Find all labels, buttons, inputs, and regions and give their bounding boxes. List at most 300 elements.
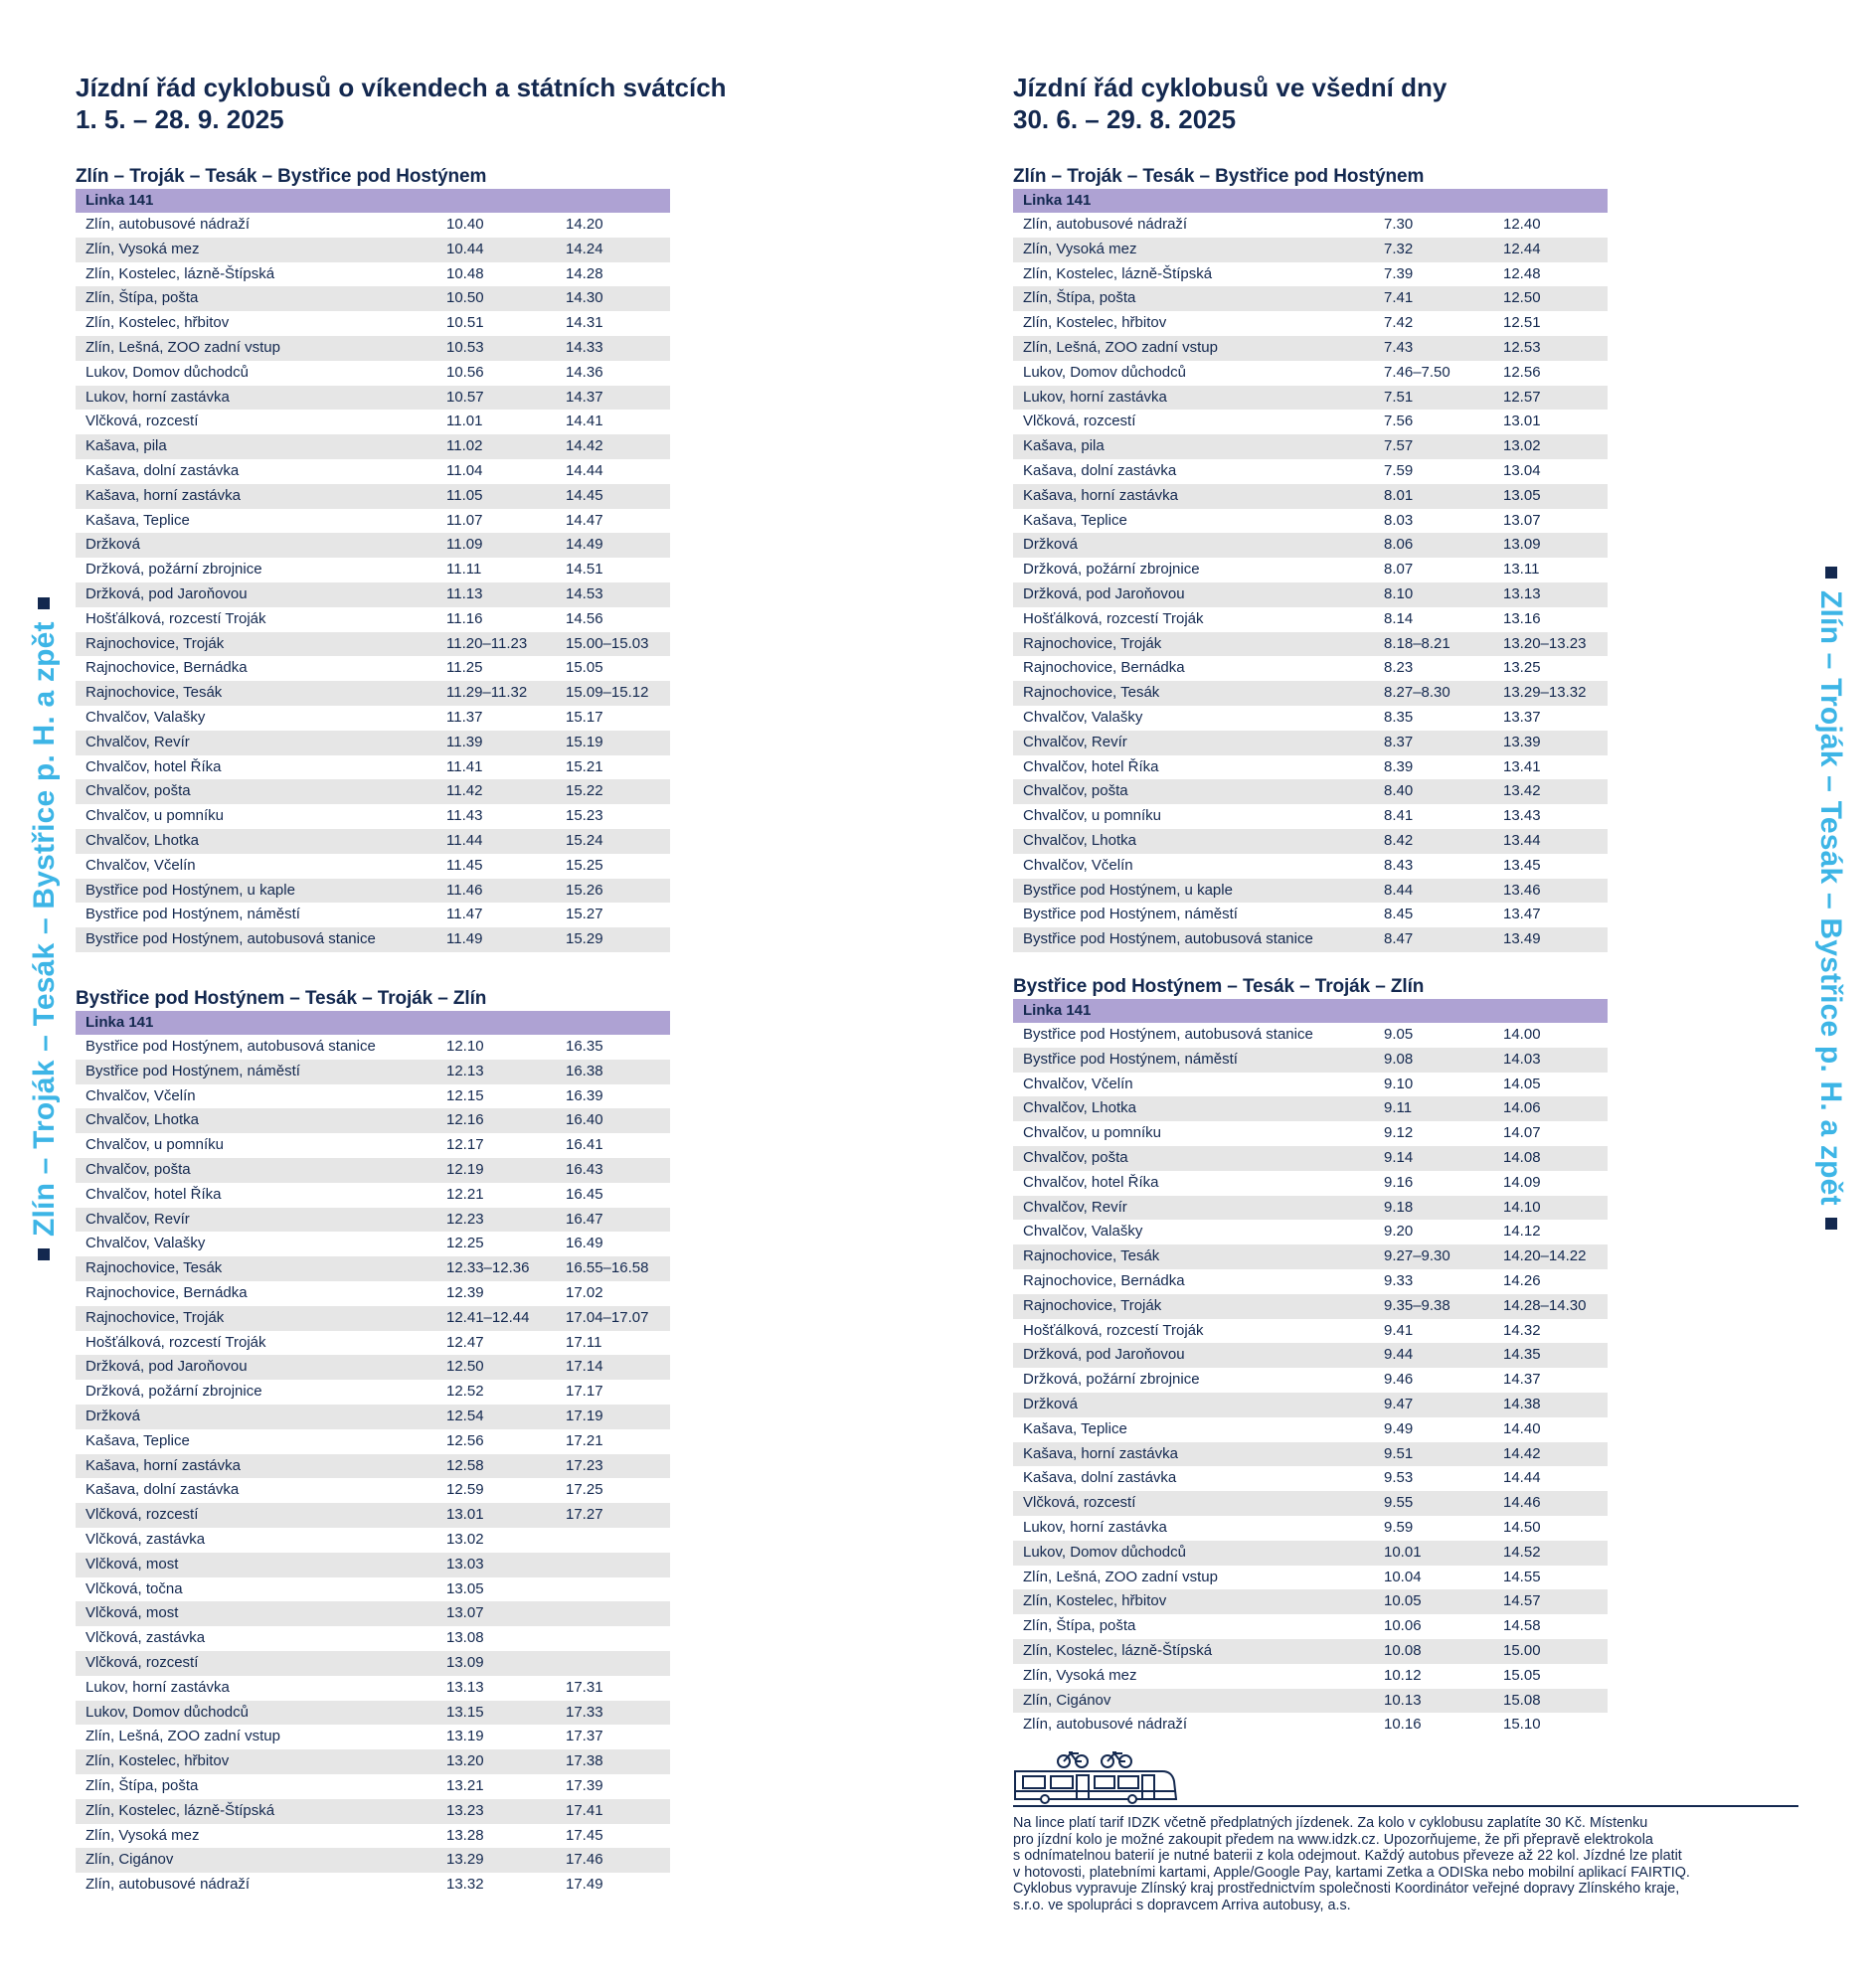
departure-time: 9.16: [1384, 1173, 1414, 1191]
table-row: [1013, 731, 1608, 755]
departure-time: 12.56: [446, 1431, 484, 1449]
stop-name: Vlčková, zastávka: [85, 1629, 206, 1647]
stop-name: Chvalčov, Lhotka: [85, 831, 199, 849]
side-route-label-left: [28, 585, 62, 1272]
stop-name: Kašava, dolní zastávka: [1023, 461, 1177, 479]
table-row: [1013, 582, 1608, 607]
departure-time: 7.30: [1384, 216, 1414, 233]
departure-time: 12.50: [446, 1358, 484, 1376]
departure-time: 14.51: [566, 561, 603, 579]
table-row: [1013, 1639, 1608, 1664]
stop-name: Zlín, Vysoká mez: [85, 240, 200, 257]
table-row: [76, 656, 670, 681]
departure-time: 10.12: [1384, 1666, 1422, 1684]
info-line: s.r.o. ve spolupráci s dopravcem Arriva autobusy, a.s.: [1013, 1897, 1351, 1913]
departure-time: 7.51: [1384, 388, 1414, 406]
departure-time: 8.10: [1384, 584, 1414, 602]
table-row: [76, 1405, 670, 1429]
departure-time: 14.46: [1503, 1494, 1541, 1512]
departure-time: 13.37: [1503, 708, 1541, 726]
stop-name: Lukov, Domov důchodců: [1023, 1543, 1186, 1561]
table-row: [76, 286, 670, 311]
table-row: [76, 311, 670, 336]
departure-time: 13.01: [1503, 413, 1541, 430]
stop-name: Vlčková, zastávka: [85, 1530, 206, 1548]
stop-name: Chvalčov, pošta: [1023, 1148, 1128, 1166]
stop-name: Držková: [85, 536, 141, 554]
departure-time: 14.52: [1503, 1543, 1541, 1561]
table-row: [1013, 1319, 1608, 1344]
departure-time: 17.21: [566, 1431, 603, 1449]
weekend-title-dates: 1. 5. – 28. 9. 2025: [76, 104, 284, 134]
departure-time: 14.58: [1503, 1617, 1541, 1635]
departure-time: 10.01: [1384, 1543, 1422, 1561]
departure-time: 9.12: [1384, 1124, 1414, 1142]
stop-name: Chvalčov, u pomníku: [1023, 1124, 1161, 1142]
stop-name: Rajnochovice, Troják: [85, 1308, 225, 1326]
departure-time: 17.04–17.07: [566, 1308, 649, 1326]
stop-name: Držková: [1023, 1395, 1079, 1412]
departure-time: 12.10: [446, 1038, 484, 1055]
stop-name: Kašava, horní zastávka: [85, 486, 241, 504]
table-row: [76, 1799, 670, 1824]
table-row: [76, 829, 670, 854]
departure-time: 9.46: [1384, 1371, 1414, 1389]
table-row: [76, 1577, 670, 1602]
departure-time: 12.50: [1503, 289, 1541, 307]
weekend-return-section: [76, 987, 670, 1898]
table-row: [76, 238, 670, 262]
table-row: [76, 1208, 670, 1233]
table-row: [1013, 1096, 1608, 1121]
table-row: [1013, 1491, 1608, 1516]
departure-time: 11.41: [446, 757, 483, 775]
departure-time: 14.44: [1503, 1469, 1541, 1487]
table-row: [1013, 1393, 1608, 1417]
stop-name: Zlín, Vysoká mez: [85, 1826, 200, 1844]
departure-time: 14.20: [566, 216, 603, 233]
departure-time: 14.40: [1503, 1419, 1541, 1437]
stop-name: Chvalčov, Lhotka: [85, 1111, 199, 1129]
departure-time: 13.15: [446, 1703, 484, 1721]
departure-time: 12.51: [1503, 314, 1541, 332]
weekday-title-dates: 30. 6. – 29. 8. 2025: [1013, 104, 1237, 134]
stop-name: Zlín, autobusové nádraží: [1023, 216, 1188, 233]
departure-time: 9.05: [1384, 1026, 1414, 1043]
stop-name: Bystřice pod Hostýnem, autobusová stanice: [85, 930, 376, 948]
side-route-text: Zlín – Troják – Tesák – Bystřice p. H. a zpět: [1814, 590, 1847, 1206]
departure-time: 14.31: [566, 314, 603, 332]
departure-time: 10.06: [1384, 1617, 1422, 1635]
departure-time: 8.47: [1384, 930, 1414, 948]
table-row: [76, 533, 670, 558]
table-row: [76, 262, 670, 287]
departure-time: 10.05: [1384, 1592, 1422, 1610]
timetable-rows: [76, 213, 670, 952]
stop-name: Zlín, Cigánov: [85, 1851, 174, 1869]
table-row: [1013, 1713, 1608, 1738]
stop-name: Vlčková, rozcestí: [85, 1506, 199, 1524]
departure-time: 12.17: [446, 1136, 484, 1154]
table-row: [76, 1133, 670, 1158]
departure-time: 13.13: [1503, 584, 1541, 602]
table-row: [76, 434, 670, 459]
table-row: [1013, 1689, 1608, 1714]
departure-time: 11.02: [446, 437, 483, 455]
stop-name: Chvalčov, Valašky: [85, 708, 206, 726]
table-row: [1013, 879, 1608, 904]
info-line: Cyklobus vypravuje Zlínský kraj prostřednictvím společnosti Koordinátor veřejné dopravy Zlínského kraje,: [1013, 1881, 1680, 1898]
table-row: [1013, 1589, 1608, 1614]
table-row: [76, 1232, 670, 1256]
departure-time: 13.32: [446, 1876, 484, 1894]
table-row: [1013, 1220, 1608, 1244]
departure-time: 10.48: [446, 264, 484, 282]
stop-name: Rajnochovice, Tesák: [85, 684, 223, 702]
table-row: [1013, 1196, 1608, 1221]
stop-name: Lukov, Domov důchodců: [85, 363, 249, 381]
departure-time: 13.20: [446, 1752, 484, 1770]
weekday-title: [1013, 72, 1447, 135]
departure-time: 14.49: [566, 536, 603, 554]
weekend-return-route-title: Bystřice pod Hostýnem – Tesák – Troják – Zlín: [76, 988, 487, 1009]
stop-name: Vlčková, rozcestí: [1023, 413, 1136, 430]
departure-time: 14.45: [566, 486, 603, 504]
stop-name: Chvalčov, u pomníku: [85, 807, 224, 825]
departure-time: 7.39: [1384, 264, 1414, 282]
table-row: [76, 804, 670, 829]
departure-time: 13.03: [446, 1555, 484, 1573]
table-row: [76, 1183, 670, 1208]
stop-name: Vlčková, rozcestí: [85, 1653, 199, 1671]
departure-time: 11.46: [446, 881, 483, 899]
stop-name: Zlín, Kostelec, hřbitov: [85, 1752, 230, 1770]
departure-time: 16.55–16.58: [566, 1259, 649, 1277]
table-row: [1013, 1171, 1608, 1196]
bus-with-bikes-icon: [1013, 1749, 1182, 1810]
stop-name: Chvalčov, Včelín: [1023, 856, 1133, 874]
departure-time: 17.27: [566, 1506, 603, 1524]
table-row: [76, 361, 670, 386]
departure-time: 11.47: [446, 906, 483, 923]
departure-time: 8.07: [1384, 561, 1414, 579]
table-row: [76, 731, 670, 755]
table-row: [1013, 1048, 1608, 1073]
stop-name: Hošťálková, rozcestí Troják: [85, 609, 266, 627]
stop-name: Rajnochovice, Tesák: [85, 1259, 223, 1277]
departure-time: 12.57: [1503, 388, 1541, 406]
departure-time: 14.37: [566, 388, 603, 406]
stop-name: Zlín, Štípa, pošta: [85, 1776, 199, 1794]
stop-name: Lukov, horní zastávka: [85, 1678, 230, 1696]
table-row: [1013, 927, 1608, 952]
departure-time: 15.09–15.12: [566, 684, 649, 702]
stop-name: Vlčková, rozcestí: [85, 413, 199, 430]
departure-time: 7.59: [1384, 461, 1414, 479]
table-row: [1013, 1566, 1608, 1590]
table-row: [76, 1873, 670, 1898]
timetable-rows: [76, 1035, 670, 1898]
stop-name: Chvalčov, Revír: [1023, 733, 1127, 750]
departure-time: 10.04: [1384, 1568, 1422, 1585]
departure-time: 8.42: [1384, 831, 1414, 849]
departure-time: 13.02: [1503, 437, 1541, 455]
departure-time: 8.18–8.21: [1384, 634, 1450, 652]
table-row: [1013, 706, 1608, 731]
table-row: [1013, 1541, 1608, 1566]
table-row: [1013, 336, 1608, 361]
departure-time: 13.44: [1503, 831, 1541, 849]
departure-time: 14.06: [1503, 1099, 1541, 1117]
departure-time: 14.05: [1503, 1075, 1541, 1092]
table-row: [1013, 1121, 1608, 1146]
table-row: [1013, 607, 1608, 632]
departure-time: 12.19: [446, 1160, 484, 1178]
table-row: [1013, 286, 1608, 311]
departure-time: 9.53: [1384, 1469, 1414, 1487]
stop-name: Lukov, Domov důchodců: [85, 1703, 249, 1721]
departure-time: 10.53: [446, 338, 484, 356]
departure-time: 14.08: [1503, 1148, 1541, 1166]
table-row: [1013, 361, 1608, 386]
departure-time: 14.12: [1503, 1223, 1541, 1241]
departure-time: 11.07: [446, 511, 483, 529]
departure-time: 9.08: [1384, 1050, 1414, 1068]
table-row: [76, 1725, 670, 1749]
stop-name: Bystřice pod Hostýnem, autobusová stanice: [1023, 1026, 1313, 1043]
departure-time: 10.44: [446, 240, 484, 257]
departure-time: 14.53: [566, 584, 603, 602]
departure-time: 12.53: [1503, 338, 1541, 356]
weekend-title-line1: Jízdní řád cyklobusů o víkendech a státních svátcích: [76, 73, 727, 102]
departure-time: 7.56: [1384, 413, 1414, 430]
table-row: [1013, 509, 1608, 534]
departure-time: 8.43: [1384, 856, 1414, 874]
departure-time: 17.38: [566, 1752, 603, 1770]
departure-time: 14.00: [1503, 1026, 1541, 1043]
departure-time: 11.04: [446, 461, 483, 479]
departure-time: 13.41: [1503, 757, 1541, 775]
stop-name: Vlčková, točna: [85, 1579, 183, 1597]
table-row: [1013, 238, 1608, 262]
departure-time: 14.35: [1503, 1346, 1541, 1364]
departure-time: 14.57: [1503, 1592, 1541, 1610]
departure-time: 7.43: [1384, 338, 1414, 356]
departure-time: 9.10: [1384, 1075, 1414, 1092]
departure-time: 13.43: [1503, 807, 1541, 825]
departure-time: 10.51: [446, 314, 484, 332]
departure-time: 17.25: [566, 1481, 603, 1499]
side-route-label-right: [1813, 555, 1847, 1242]
departure-time: 9.47: [1384, 1395, 1414, 1412]
departure-time: 11.16: [446, 609, 483, 627]
line-number-header: Linka 141: [1013, 999, 1608, 1023]
departure-time: 16.39: [566, 1086, 603, 1104]
stop-name: Kašava, horní zastávka: [1023, 486, 1178, 504]
table-row: [1013, 681, 1608, 706]
departure-time: 8.23: [1384, 659, 1414, 677]
departure-time: 12.15: [446, 1086, 484, 1104]
stop-name: Zlín, Kostelec, lázně-Štípská: [1023, 1641, 1213, 1659]
table-row: [76, 706, 670, 731]
departure-time: 9.35–9.38: [1384, 1296, 1450, 1314]
stop-name: Chvalčov, pošta: [85, 782, 191, 800]
departure-time: 15.19: [566, 733, 603, 750]
stop-name: Rajnochovice, Troják: [85, 634, 225, 652]
departure-time: 13.45: [1503, 856, 1541, 874]
departure-time: 13.23: [446, 1801, 484, 1819]
departure-time: 10.57: [446, 388, 484, 406]
stop-name: Chvalčov, Valašky: [85, 1235, 206, 1252]
departure-time: 8.01: [1384, 486, 1414, 504]
stop-name: Zlín, autobusové nádraží: [85, 1876, 251, 1894]
departure-time: 13.39: [1503, 733, 1541, 750]
departure-time: 7.41: [1384, 289, 1414, 307]
stop-name: Chvalčov, hotel Říka: [1023, 1173, 1159, 1191]
departure-time: 13.09: [446, 1653, 484, 1671]
weekday-outbound-route-title: Zlín – Troják – Tesák – Bystřice pod Hostýnem: [1013, 166, 1425, 187]
departure-time: 13.25: [1503, 659, 1541, 677]
table-row: [1013, 1269, 1608, 1294]
departure-time: 14.30: [566, 289, 603, 307]
table-row: [76, 1676, 670, 1701]
table-row: [76, 1158, 670, 1183]
departure-time: 11.05: [446, 486, 483, 504]
departure-time: 12.16: [446, 1111, 484, 1129]
departure-time: 11.01: [446, 413, 483, 430]
departure-time: 17.37: [566, 1728, 603, 1745]
table-row: [76, 1701, 670, 1726]
departure-time: 16.49: [566, 1235, 603, 1252]
departure-time: 13.07: [1503, 511, 1541, 529]
stop-name: Zlín, Kostelec, hřbitov: [1023, 1592, 1167, 1610]
departure-time: 10.40: [446, 216, 484, 233]
table-row: [76, 1084, 670, 1109]
stop-name: Rajnochovice, Bernádka: [85, 659, 248, 677]
departure-time: 11.13: [446, 584, 483, 602]
stop-name: Zlín, autobusové nádraží: [1023, 1716, 1188, 1734]
departure-time: 13.11: [1503, 561, 1540, 579]
departure-time: 8.45: [1384, 906, 1414, 923]
departure-time: 13.21: [446, 1776, 484, 1794]
table-row: [76, 755, 670, 780]
stop-name: Bystřice pod Hostýnem, u kaple: [85, 881, 295, 899]
table-row: [76, 879, 670, 904]
table-row: [76, 1355, 670, 1380]
stop-name: Chvalčov, Včelín: [85, 1086, 196, 1104]
stop-name: Držková: [85, 1407, 141, 1424]
departure-time: 12.47: [446, 1333, 484, 1351]
departure-time: 8.40: [1384, 782, 1414, 800]
departure-time: 13.28: [446, 1826, 484, 1844]
departure-time: 11.49: [446, 930, 483, 948]
departure-time: 13.16: [1503, 609, 1541, 627]
departure-time: 7.32: [1384, 240, 1414, 257]
stop-name: Chvalčov, pošta: [85, 1160, 191, 1178]
departure-time: 14.37: [1503, 1371, 1541, 1389]
departure-time: 8.44: [1384, 881, 1414, 899]
departure-time: 11.25: [446, 659, 483, 677]
departure-time: 14.26: [1503, 1271, 1541, 1289]
line-number-header: Linka 141: [76, 1011, 670, 1035]
departure-time: 16.41: [566, 1136, 603, 1154]
table-row: [1013, 854, 1608, 879]
departure-time: 14.07: [1503, 1124, 1541, 1142]
stop-name: Bystřice pod Hostýnem, autobusová stanice: [85, 1038, 376, 1055]
table-row: [76, 1380, 670, 1405]
weekday-return-section: [1013, 975, 1608, 1738]
line-number-header: Linka 141: [1013, 189, 1608, 213]
stop-name: Chvalčov, Lhotka: [1023, 831, 1136, 849]
stop-name: Lukov, horní zastávka: [1023, 1518, 1167, 1536]
stop-name: Rajnochovice, Bernádka: [1023, 659, 1185, 677]
departure-time: 14.33: [566, 338, 603, 356]
weekend-outbound-route-title: Zlín – Troják – Tesák – Bystřice pod Hostýnem: [76, 166, 487, 187]
table-row: [1013, 1368, 1608, 1393]
table-row: [1013, 262, 1608, 287]
table-row: [76, 1429, 670, 1454]
table-row: [1013, 311, 1608, 336]
table-row: [1013, 1442, 1608, 1467]
stop-name: Zlín, Štípa, pošta: [1023, 289, 1136, 307]
table-row: [1013, 213, 1608, 238]
departure-time: 15.27: [566, 906, 603, 923]
departure-time: 7.42: [1384, 314, 1414, 332]
departure-time: 12.58: [446, 1456, 484, 1474]
departure-time: 14.20–14.22: [1503, 1247, 1587, 1265]
departure-time: 11.44: [446, 831, 483, 849]
stop-name: Bystřice pod Hostýnem, autobusová stanice: [1023, 930, 1313, 948]
table-row: [76, 1331, 670, 1356]
departure-time: 14.24: [566, 240, 603, 257]
table-row: [1013, 1294, 1608, 1319]
table-row: [1013, 903, 1608, 927]
table-row: [76, 1306, 670, 1331]
departure-time: 11.09: [446, 536, 483, 554]
table-row: [76, 558, 670, 582]
departure-time: 9.44: [1384, 1346, 1414, 1364]
stop-name: Kašava, dolní zastávka: [85, 1481, 240, 1499]
table-row: [76, 386, 670, 411]
side-route-text: Zlín – Troják – Tesák – Bystřice p. H. a zpět: [28, 621, 61, 1237]
stop-name: Zlín, autobusové nádraží: [85, 216, 251, 233]
departure-time: 13.08: [446, 1629, 484, 1647]
departure-time: 15.05: [566, 659, 603, 677]
departure-time: 13.19: [446, 1728, 484, 1745]
departure-time: 9.51: [1384, 1444, 1414, 1462]
departure-time: 14.56: [566, 609, 603, 627]
departure-time: 13.02: [446, 1530, 484, 1548]
stop-name: Chvalčov, u pomníku: [1023, 807, 1161, 825]
stop-name: Chvalčov, Lhotka: [1023, 1099, 1136, 1117]
departure-time: 17.33: [566, 1703, 603, 1721]
departure-time: 9.27–9.30: [1384, 1247, 1450, 1265]
table-row: [1013, 779, 1608, 804]
table-row: [1013, 434, 1608, 459]
table-row: [1013, 459, 1608, 484]
departure-time: 12.54: [446, 1407, 484, 1424]
table-row: [1013, 829, 1608, 854]
stop-name: Rajnochovice, Troják: [1023, 1296, 1162, 1314]
stop-name: Zlín, Kostelec, lázně-Štípská: [85, 264, 275, 282]
departure-time: 13.29–13.32: [1503, 684, 1587, 702]
departure-time: 17.46: [566, 1851, 603, 1869]
departure-time: 12.56: [1503, 363, 1541, 381]
stop-name: Chvalčov, pošta: [1023, 782, 1128, 800]
departure-time: 14.36: [566, 363, 603, 381]
info-line: Na lince platí tarif IDZK včetně předplatných jízdenek. Za kolo v cyklobusu zaplatíte 30 Kč. Místenku: [1013, 1815, 1648, 1831]
table-row: [1013, 533, 1608, 558]
